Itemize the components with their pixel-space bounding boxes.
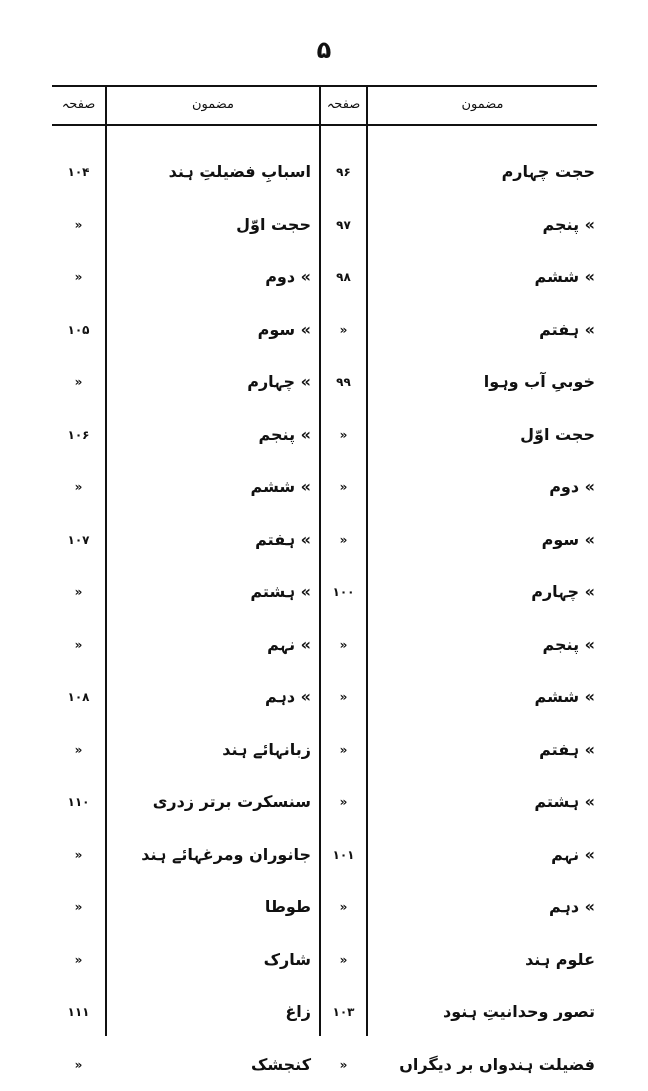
topic-right-cell: » ششم <box>534 267 595 286</box>
page-left-cell: ۱۱۰ <box>67 795 90 809</box>
table-row <box>52 776 597 828</box>
topic-right-cell: » ہفتم <box>539 319 595 339</box>
page-right-cell: » <box>339 480 348 494</box>
page-left-cell: » <box>74 637 83 652</box>
page-right-cell: ۹۶ <box>336 165 351 179</box>
topic-right-cell: علوم ہند <box>525 949 595 969</box>
topic-left-cell: اسبابِ فضیلتِ ہند <box>168 162 311 181</box>
page-left-cell: ۱۰۸ <box>67 690 90 704</box>
topic-left-cell: طوطا <box>264 897 311 916</box>
page-right-cell: » <box>339 637 348 652</box>
header-page-left: صفحہ <box>61 97 96 112</box>
page-number: ۵ <box>316 36 332 64</box>
page-right-cell: » <box>339 742 348 757</box>
page-right-cell: » <box>339 532 348 547</box>
page-left-cell: » <box>74 742 83 757</box>
page-left-cell: » <box>74 952 83 967</box>
table-row <box>52 409 597 461</box>
page-right-cell: » <box>339 1057 348 1072</box>
topic-left-cell: سنسکرت برتر زدری <box>152 792 311 811</box>
topic-right-cell: » سوم <box>541 529 595 549</box>
table-row <box>52 514 597 566</box>
table-row <box>52 566 597 618</box>
topic-right-cell: حجت اوّل <box>520 424 595 444</box>
table-row <box>52 356 597 408</box>
topic-left-cell: کنجشک <box>250 1054 311 1074</box>
topic-right-cell: فضیلت ہندواں بر دیگراں <box>399 1054 595 1074</box>
page-left-cell: ۱۰۷ <box>67 532 90 547</box>
table-row <box>52 829 597 881</box>
page-left-cell: ۱۰۵ <box>67 322 90 337</box>
table-row <box>52 146 597 198</box>
topic-left-cell: » دوم <box>265 267 311 286</box>
topic-left-cell: » ہشتم <box>250 582 311 601</box>
page-left-cell: » <box>74 217 83 232</box>
header-page-right: صفحہ <box>326 97 361 112</box>
page-left-cell: ۱۰۶ <box>67 427 90 442</box>
topic-left-cell: » دہم <box>264 687 311 706</box>
table-row <box>52 671 597 723</box>
page-left-cell: » <box>74 900 83 914</box>
topic-left-cell: » ہفتم <box>255 529 311 549</box>
topic-right-cell: » دوم <box>549 477 595 496</box>
header-bottom-rule <box>52 124 597 126</box>
page-left-cell: » <box>74 847 83 862</box>
topic-left-cell: شارک <box>263 949 311 969</box>
table-row <box>52 304 597 356</box>
topic-left-cell: جانوران ومرغہائے ہند <box>141 844 311 864</box>
topic-right-cell: تصور وحدانیتِ ہنود <box>443 1002 595 1021</box>
topic-left-cell: » سوم <box>257 319 311 339</box>
page-right-cell: ۹۸ <box>336 270 351 284</box>
table-row <box>52 1039 597 1091</box>
page-left-cell: » <box>74 270 83 284</box>
table-row <box>52 934 597 986</box>
topic-right-cell: » پنجم <box>542 634 595 654</box>
topic-right-cell: » ہشتم <box>534 792 595 811</box>
topic-right-cell: » پنجم <box>542 214 595 234</box>
table-row <box>52 251 597 303</box>
page-left-cell: ۱۰۴ <box>67 165 90 179</box>
header-topic-right: مضمون <box>461 97 504 112</box>
page-right-cell: ۹۷ <box>336 217 351 232</box>
page-right-cell: » <box>339 690 348 704</box>
topic-right-cell: خوبیِ آب وہوا <box>483 372 595 391</box>
page-right-cell: ۹۹ <box>336 375 351 389</box>
table-row <box>52 881 597 933</box>
topic-left-cell: » ششم <box>250 477 311 496</box>
table-row <box>52 199 597 251</box>
table-row <box>52 986 597 1038</box>
table-row <box>52 619 597 671</box>
page-left-cell: » <box>74 480 83 494</box>
topic-left-cell: زاغ <box>285 1002 311 1021</box>
page-right-cell: » <box>339 795 348 809</box>
page-left-cell: » <box>74 1057 83 1072</box>
table-row <box>52 461 597 513</box>
table-row <box>52 724 597 776</box>
topic-left-cell: » نہم <box>267 634 311 654</box>
topic-right-cell: » چہارم <box>531 582 595 601</box>
topic-left-cell: » چہارم <box>247 372 311 391</box>
page-left-cell: » <box>74 375 83 389</box>
page-left-cell: » <box>74 585 83 599</box>
page-left-cell: ۱۱۱ <box>67 1005 90 1019</box>
page-right-cell: ۱۰۳ <box>332 1005 355 1019</box>
topic-right-cell: » نہم <box>551 844 595 864</box>
page-right-cell: » <box>339 952 348 967</box>
topic-left-cell: » پنجم <box>258 424 311 444</box>
page-right-cell: » <box>339 900 348 914</box>
page-right-cell: » <box>339 427 348 442</box>
page-right-cell: ۱۰۱ <box>332 847 355 862</box>
page-right-cell: ۱۰۰ <box>332 585 355 599</box>
topic-right-cell: » ششم <box>534 687 595 706</box>
topic-right-cell: » دہم <box>548 897 595 916</box>
page-right-cell: » <box>339 322 348 337</box>
topic-left-cell: زبانہائے ہند <box>222 739 311 759</box>
topic-left-cell: حجت اوّل <box>236 214 311 234</box>
header-topic-left: مضمون <box>191 97 234 112</box>
topic-right-cell: » ہفتم <box>539 739 595 759</box>
topic-right-cell: حجت چہارم <box>501 162 595 181</box>
